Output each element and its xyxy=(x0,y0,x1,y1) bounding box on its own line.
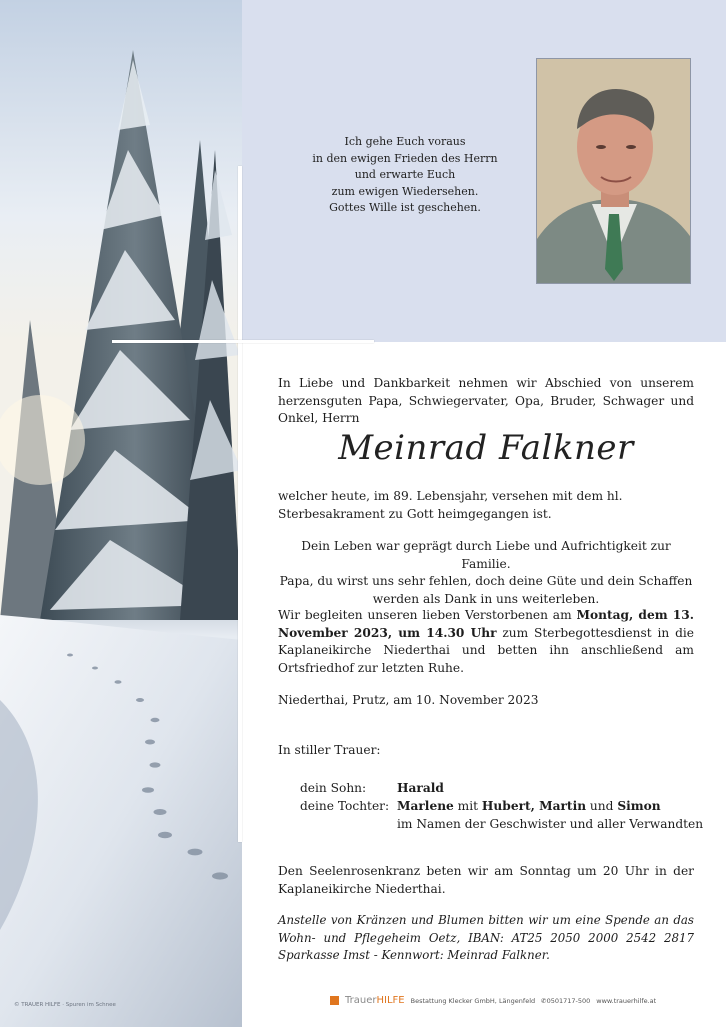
connector-text: mit xyxy=(453,799,482,813)
portrait-photo xyxy=(536,58,691,284)
son-name: Harald xyxy=(397,781,444,795)
phone-number: ✆0501717-500 xyxy=(541,996,591,1005)
company-name: Bestattung Klecker GmbH, Längenfeld xyxy=(410,996,536,1005)
intro-paragraph: In Liebe und Dankbarkeit nehmen wir Abschied von unserem herzensguten Papa, Schwiegervater, Opa, Bruder, Schwager und Onkel, Herrn xyxy=(278,376,694,426)
deceased-name: Meinrad Falkner xyxy=(338,428,634,468)
spouse-name: Hubert xyxy=(481,799,531,813)
funeral-text-after: zum Sterbegottesdienst in die Kaplaneikirche Niederthai und betten ihn anschließend am Ortsfriedhof zur letzten Ruhe. xyxy=(278,625,694,675)
trauerhilfe-logo-icon xyxy=(330,996,339,1005)
place-date: Niederthai, Prutz, am 10. November 2023 xyxy=(278,693,539,707)
brand-part-b: HILFE xyxy=(376,995,405,1006)
quote-line: und erwarte Euch xyxy=(354,168,456,182)
passing-paragraph: welcher heute, im 89. Lebensjahr, versehen mit dem hl. Sterbesakrament zu Gott heimgegangen ist. xyxy=(278,489,623,521)
quote-line: Ich gehe Euch voraus xyxy=(344,135,466,148)
funeral-date: Montag, dem 13. November 2023, um 14.30 Uhr xyxy=(278,608,694,640)
quote-line: Gottes Wille ist geschehen. xyxy=(329,201,481,215)
tribute-line: Dein Leben war geprägt durch Liebe und Aufrichtigkeit zur Familie. xyxy=(301,539,671,571)
connector-text: , xyxy=(530,799,540,813)
funeral-paragraph xyxy=(278,607,694,677)
photo-credit: © TRAUER HILFE · Spuren im Schnee xyxy=(14,1002,116,1008)
tribute-line: Papa, du wirst uns sehr fehlen, doch deine Güte und dein Schaffen xyxy=(279,574,693,589)
forest-snow-photo xyxy=(0,0,242,1027)
memorial-quote xyxy=(292,134,518,217)
website-link[interactable]: www.trauerhilfe.at xyxy=(596,996,657,1005)
donation-paragraph: Anstelle von Kränzen und Blumen bitten wir um eine Spende an das Wohn- und Pflegeheim Oetz, IBAN: AT25 2050 2000 2542 2817 Sparkasse Imst - Kennwort: Meinrad Falkner. xyxy=(278,913,694,963)
funeral-text-before: Wir begleiten unseren lieben Verstorbenen am xyxy=(278,608,577,622)
quote-line: zum ewigen Wiedersehen. xyxy=(331,184,479,198)
portrait-illustration xyxy=(537,59,691,284)
daughters-label: deine Tochter: xyxy=(300,799,390,813)
brand-logo xyxy=(345,995,405,1006)
daughter-name: Marlene xyxy=(397,799,454,813)
rosary-paragraph: Den Seelenrosenkranz beten wir am Sonntag um 20 Uhr in der Kaplaneikirche Niederthai. xyxy=(278,864,694,896)
connector-text: und xyxy=(586,799,618,813)
forest-illustration xyxy=(0,0,242,1027)
tribute-paragraph xyxy=(278,538,694,608)
brand-part-a: Trauer xyxy=(345,995,377,1006)
grandchild-name: Simon xyxy=(617,799,661,813)
cross-horizontal-bar xyxy=(112,340,374,343)
quote-line: in den ewigen Frieden des Herrn xyxy=(312,151,498,165)
relatives-text: im Namen der Geschwister und aller Verwandten xyxy=(397,817,704,831)
footer xyxy=(330,995,656,1006)
tribute-line: werden als Dank in uns weiterleben. xyxy=(372,591,600,606)
son-label: dein Sohn: xyxy=(300,781,367,795)
cross-vertical-bar xyxy=(238,166,242,842)
grandchild-name: Martin xyxy=(539,799,587,813)
mourning-heading: In stiller Trauer: xyxy=(278,743,381,757)
